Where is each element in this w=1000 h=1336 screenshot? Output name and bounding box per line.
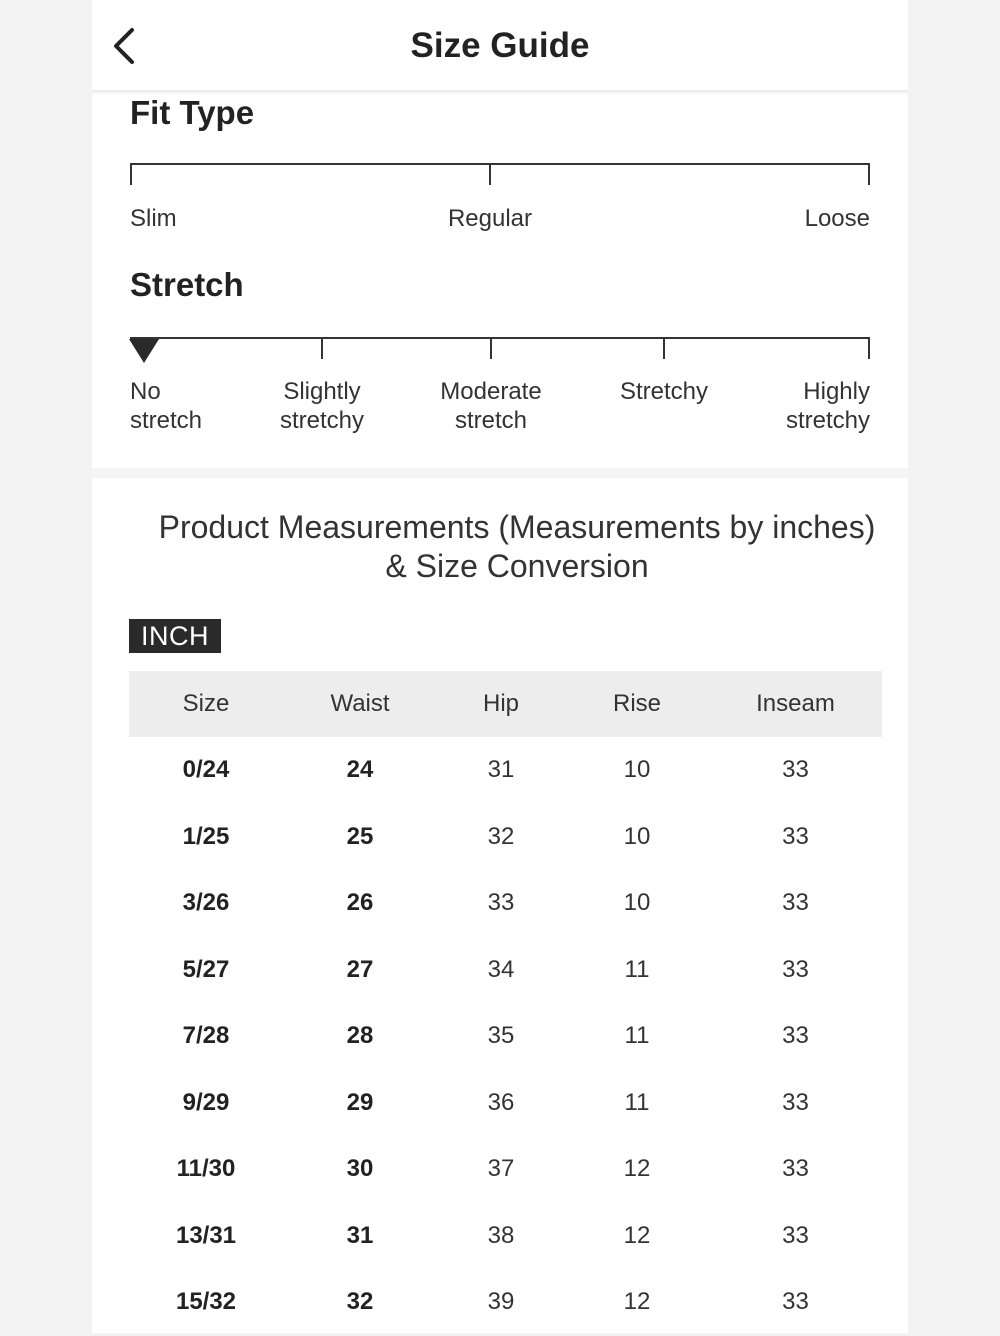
cell-size: 11/30 [176,1155,236,1183]
fit-label-slim: Slim [130,205,177,232]
fit-type-title: Fit Type [130,94,255,131]
cell-size: 7/28 [182,1022,230,1050]
cell-inseam: 33 [782,955,809,983]
cell-rise: 10 [623,756,651,784]
cell-size: 15/32 [175,1288,237,1316]
cell-rise: 11 [624,955,650,983]
cell-waist: 27 [346,955,374,983]
table-row [129,1136,882,1203]
table-row [129,870,882,937]
size-guide-page [92,0,908,1333]
cell-inseam: 33 [782,756,809,784]
table-header [129,671,882,737]
triangle-down-icon [129,339,159,363]
size-table [129,671,882,1336]
cell-hip: 34 [487,955,515,983]
unit-badge[interactable]: INCH [129,619,221,653]
fit-label-loose: Loose [804,205,870,232]
cell-rise: 10 [623,889,651,917]
table-row [129,937,882,1004]
cell-size: 5/27 [182,955,230,983]
table-row [129,1203,882,1270]
stretch-label-moderate: Moderate stretch [440,378,542,434]
cell-waist: 25 [346,822,374,850]
cell-rise: 12 [623,1221,651,1249]
cell-inseam: 33 [782,1155,809,1183]
cell-size: 1/25 [182,822,230,850]
stretch-label-slightly: Slightly stretchy [279,378,365,434]
cell-waist: 28 [346,1022,374,1050]
cell-size: 0/24 [182,756,230,784]
cell-inseam: 33 [782,1288,809,1316]
cell-rise: 11 [624,1088,650,1116]
cell-hip: 37 [487,1155,515,1183]
cell-waist: 32 [346,1288,374,1316]
table-row [129,1269,882,1336]
cell-waist: 31 [346,1221,374,1249]
cell-rise: 11 [624,1022,650,1050]
cell-waist: 30 [346,1155,374,1183]
stretch-label-highly: Highly stretchy [785,378,870,434]
cell-hip: 38 [487,1221,515,1249]
cell-size: 9/29 [182,1088,230,1116]
column-header-hip: Hip [482,690,519,717]
cell-waist: 26 [346,889,374,917]
stretch-label-stretchy: Stretchy [619,378,709,405]
cell-inseam: 33 [782,1022,809,1050]
cell-hip: 39 [487,1288,515,1316]
cell-waist: 24 [346,756,374,784]
measurements-card [92,478,908,1333]
fit-label-regular: Regular [447,205,533,232]
cell-hip: 32 [487,822,515,850]
table-row [129,1003,882,1070]
column-header-rise: Rise [612,690,661,717]
page-title: Size Guide [410,26,590,65]
table-row [129,737,882,804]
cell-size: 3/26 [182,889,230,917]
cell-rise: 12 [623,1288,651,1316]
stretch-title: Stretch [130,266,244,303]
column-header-waist: Waist [330,690,390,717]
column-header-inseam: Inseam [756,690,835,717]
cell-inseam: 33 [782,1088,809,1116]
cell-waist: 29 [346,1088,374,1116]
header-bar [92,0,908,92]
cell-inseam: 33 [782,822,809,850]
cell-rise: 10 [623,822,651,850]
column-header-size: Size [182,690,230,717]
fit-stretch-card [92,94,908,468]
cell-inseam: 33 [782,889,809,917]
cell-hip: 31 [487,756,515,784]
table-row [129,804,882,871]
stretch-label-no: No stretch [130,378,203,434]
cell-inseam: 33 [782,1221,809,1249]
cell-hip: 36 [487,1088,515,1116]
table-row [129,1070,882,1137]
cell-hip: 35 [487,1022,515,1050]
cell-rise: 12 [623,1155,651,1183]
cell-size: 13/31 [175,1221,237,1249]
measurements-title: Product Measurements (Measurements by inches) & Size Conversion [158,509,876,584]
table-body [129,737,882,1336]
cell-hip: 33 [487,889,515,917]
